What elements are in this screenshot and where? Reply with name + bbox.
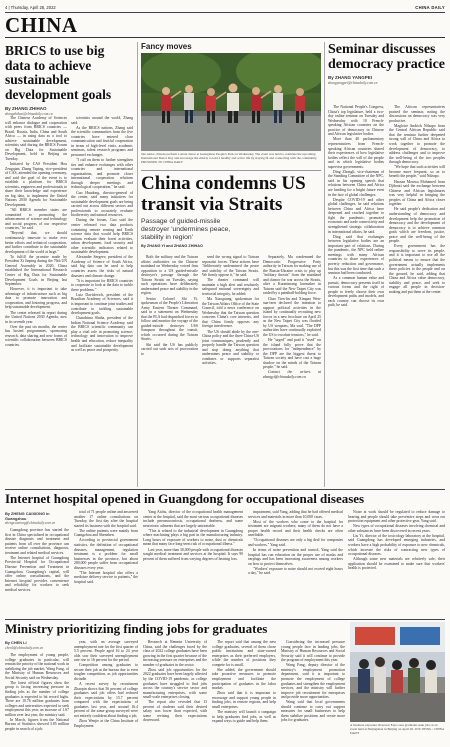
hospital-headline: Internet hospital opened in Guangdong for occupational diseases [5, 491, 365, 506]
job-fair-credit: ZOU HONG / CHINA DAILY [350, 727, 444, 735]
taiwan-headline: China condemns US transit via Straits [141, 173, 306, 215]
seminar-article [328, 42, 445, 487]
paragraph: "This is related to the industrial development in Guangdong where machining plays a big part in the manufacturing industry. Long hours of exposure of workers to noise, dust or chemicals mean that many face long-term risk of occupational illness." [143, 528, 243, 547]
paragraph: The National People's Congress, China's top legislature, held a two-day online seminar on Tuesday and Wednesday with 10 French-speaking African countries on the practice of democracy in Chinese and African legislative bodies. [328, 105, 384, 137]
paragraph: Although some new materials are relatively safe, their application should be examined to make sure that workers' health is protected. [348, 557, 445, 571]
paragraph: However, it is important to take advantage of infrastructure such as big data to promote innovation and cooperation, and fostering progress, and help sustainable development. [5, 287, 67, 310]
paragraph: Research at Renmin University of China, said the challenges faced by the class of 2022 college graduates have been growing in the first quarter because of the increasing pressure on enterprises and the number of graduates in the sector. [143, 640, 207, 667]
taiwan-subhead: Passage of guided-missile destroyer 'undermines peace, stability in region' [141, 218, 231, 241]
paragraph: total of 71 people online and answered another 17 online consultations on Tuesday, the first day after the hospital started its business with the hospital said. [74, 510, 138, 528]
hospital-body-col1 [5, 528, 69, 616]
paragraph: New types of occupational diseases involving chemical and other substances have been discovered in recent years. [348, 524, 445, 533]
hospital-body-col4 [248, 510, 343, 616]
paragraph: send the wrong signal to Taiwan separatist forces. These actions have "deliberately undermined the peace and stability of the Taiwan Straits. We firmly oppose it," he said. [202, 255, 259, 278]
seminar-body-col1 [328, 105, 384, 487]
paragraph: Senior Colonel Shi Yi, spokesman of the People's Liberation Army Eastern Theater Command, said in a statement on Wednesday that the PLA had dispatched forces to follow and monitor the voyage of the guided-missile destroyer USS Sampson throughout the transit, which occurred during the Taiwan Straits. [141, 296, 198, 342]
paragraph: The report also revealed that 13 percent of students said their desired salary was lower than expected, with some revising their expectations downward. [143, 700, 207, 723]
folio-right: CHINA DAILY [415, 5, 445, 10]
divider [5, 489, 445, 490]
paragraph: As a common human value and pursuit, democracy presents itself in various forms and the right of people to freely choose their own development paths and models, and each country can choose its own path, he said. [328, 276, 384, 308]
hospital-email: zhengcaixiong@chinadaily.com.cn [5, 521, 56, 525]
brics-email: zhangzhihao@chinadaily.com.cn [5, 112, 53, 116]
divider [5, 619, 445, 620]
brics-body-col2 [71, 116, 133, 486]
photo-caption-text: Ten senior citizens perform a street dance at Guangzhou People's Park on Wednesday. The event was held to celebrate the upcoming International Dance Day and encourage the elderly to lead a healthy and active life by staying fit and connecting with the community. [141, 152, 318, 160]
seminar-byline: By ZHANG YANGPEI [328, 75, 373, 80]
hospital-article [5, 492, 445, 617]
jobs-body-col3 [143, 640, 207, 745]
taiwan-article [141, 173, 321, 487]
paragraph: He "urged" and paid it "used" on the island fully prove that the provocations for "independence" by the DPP are the biggest threat to Taiwan society and have cast a huge shadow on the minds of the Taiwan people," he said. [263, 338, 321, 370]
jobs-body-col5 [281, 640, 345, 745]
paragraph: During the forum, Guo said the center released two data products containing remote sensing and Earth science data that would help BRICS nations evaluate their forest activities, urban development, food security and other scientific indicators related to sustainable development. [71, 218, 133, 255]
job-fair-photo [350, 622, 445, 722]
paragraph: "Occupational diseases are only a big deal for companies and workers," Yang said. [248, 538, 343, 548]
paragraph: A recent survey by recruitment Zhaopin shows that 56 percent of college graduates said job offers had reduced their expectations by 15.7 percent compared with the expectations of graduates last year, and around 16.4 percent of the same group surveyed were not entirely confident about finding a job. [74, 682, 138, 718]
paragraph: Most of the workers who come to the hospital for treatment are migrant workers; many of them do not have a proper health record and their health checks are often unreliable. [248, 519, 343, 538]
paragraph: Wang said that local governments should continue to carry out support measures for small businesses to help them stabilize positions and create more jobs for graduates. [281, 700, 345, 723]
photo-credit: PROVIDED TO CHINA DAILY [141, 160, 183, 164]
paragraph: To fulfill the promise made by President Xi Jinping during the 76th UN General Assembly in 2020, China established the International Research Center of Big Data for Sustainable Development Goals in Beijing last September. [5, 254, 67, 287]
paragraph: Ma Xiaoguang, spokesman for the Taiwan Affairs Office of the State Council, told a news conference on Wednesday that the Taiwan question concerns China's core interests, and that China firmly opposes any foreign interference. [202, 297, 259, 329]
paragraph: Guo Huadong, director-general of the center, said many initiatives for sustainable development goals are being carried out across different sectors and professionals to accurately evaluate biodiversity and natural resources. [71, 190, 133, 218]
seminar-email: zhangyangpei@chinadaily.com.cn [328, 81, 378, 85]
paragraph: The ministry will launch a campaign to help graduates find jobs, as well as expand ways to guide and help them. [212, 709, 276, 724]
folio-left: 4 | Thursday, April 28, 2022 [5, 5, 56, 10]
jobs-article [5, 622, 445, 745]
paragraph: "Workers' exposure to noise should not exceed eight hours a day," he said. [248, 566, 343, 576]
paragraph: Chao Tien-lin and Ximpao Wen-sun-tzen declared the intention to support political activities in the island by continually recruiting new forces in a new brochure on April 25 as the New Taipei City was flooded by US weapons, Ma said. "The DPP authorities have continually exploited the US to escalate tensions," he said. [263, 296, 321, 337]
section-rule [5, 37, 445, 38]
paragraph: Guangdong province has started the first in China specialized in occupational disease diagnosis and treatment and patients from all over the province can receive online consultations, diagnosis, treatment and related medical services. [5, 528, 69, 555]
paragraph: impairment, said Yang, adding that he had offered medical services and materials in more than 10,000 cases. [248, 510, 343, 519]
taiwan-body-col2 [202, 255, 259, 487]
column-divider [137, 42, 138, 487]
paragraph: Wang Fang, deputy director of the ministry's employment promotion department, said it is important to promote the employment of college graduates and strengthen the employment services, and the ministry will further improve job recruitment for enterprises and provide more opportunities. [281, 663, 345, 700]
paragraph: Luiz Davidovich, president of the Brazilian Academy of Sciences, said it is important to continue joint studies and contribute to tackling sustainable development goals. [71, 292, 133, 316]
paragraph: Yang Aichu, director of the occupational health management center at the hospital, said the most serious occupational diseases include pneumoconiosis, occupational deafness, and some neurotoxic ailments that are largely untreatable. [143, 510, 243, 528]
paragraph: In March, figures from the National Bureau of Statistics showed 3.85 million people in search of a job. [5, 717, 69, 731]
jobs-body-col2 [74, 640, 138, 745]
paragraph: Separately, Ma condemned the Democratic Progressive Party authority in Taiwan for making use of the Russia-Ukraine crisis to play up "military threats" from the mainland and clamor for war across the Straits, after a Kuomintang lawmaker in Taiwan said the New Taipei City was raided by a paintball-holding force. [263, 255, 321, 296]
paragraph: Noise at work should be regulated to reduce damage to hearing and people should take preventive steps and wear ear protection equipment and other protective gear, Yang said. [348, 510, 445, 524]
jobs-byline: By CHEN LI [5, 640, 27, 645]
paragraph: Both the military and the Taiwan affairs authorities on the Chinese mainland on Wednesday voiced firm opposition to a US guided-missile destroyer's passage through the Taiwan Straits on Tuesday, saying such operations have deliberately undermined peace and stability in the region. [141, 255, 198, 296]
taiwan-byline: By ZHANG YI and ZHANG ZHIHAO [141, 244, 203, 248]
paragraph: The Internet hospital of Guangdong Provincial Hospital for Occupational Disease Prevention and Treatment in Guangzhou, Guangdong's capital, will offer online consultations, and the Internet hospital provides convenience and reliability for workers to seek medical services. [5, 555, 69, 592]
paragraph: Ding said that exchanges between legislative bodies are an important part of relations. During the pandemic, the NPC held online meetings with many African countries to share experiences of poverty reduction and governance, but this was the first time that such a seminar had been conducted. [328, 234, 384, 276]
paragraph: "We hope that such activities will become more frequent, so as to benefit the people," said Ndzapo. [389, 165, 445, 179]
taiwan-body-col3 [263, 255, 321, 487]
paragraph: Competition among graduates to secure their job at the bureau due to even tougher competition, as job opportunities dwindle. [74, 663, 138, 681]
paragraph: "All BRICS member states are committed to promoting the advancement of science and technology and social progress of our respective countries," he said. [5, 208, 67, 231]
hospital-byline: By ZHENG CAIXIONG in Guangzhou [5, 511, 50, 521]
paragraph: Shi said the US has publicly carried out such acts of provocation to [141, 342, 198, 356]
jobs-email: chenli@chinadaily.com.cn [5, 646, 44, 650]
paragraph: Zhou said that it is important to encourage and support young people in finding jobs, in remote regions, and help small enterprises. [212, 691, 276, 709]
photo-block [141, 42, 321, 168]
column-divider [324, 42, 325, 487]
paragraph: The theater command will maintain a high alert and resolutely safeguard national sovereignty and territorial integrity, he added. [202, 278, 259, 296]
paragraph: The report said that among the new college graduates, several of them chose public institutions and state-owned enterprises as their preferred employers, while the number of positions they compete for is small. [212, 640, 276, 667]
paragraph: "I call on them to further strengthen ties and enhance exchanges with other countries and international organizations, and promote closer international cooperation relations through deeper meetings and technological cooperation," he said. [71, 158, 133, 190]
paragraph: The latest official figures show the group is facing increasing pressure in finding jobs as the number of college graduates is expected to hit record highs. There are 10.76 million graduates from colleges and universities expected to seek employment this year, an increase of 1.67 million over last year, the ministry said. [5, 680, 69, 717]
paragraph: "The Internet hospital also offers a medicine delivery service to patients," the hospital said. [74, 570, 138, 584]
paragraph: The center released its report during the United Nations 2030 Agenda, now in its seventh year. [5, 310, 67, 324]
hospital-body-col5 [348, 510, 445, 616]
brics-byline: By ZHANG ZHIHAO [5, 106, 47, 111]
paragraph: Liu Yi, director of the toxicology laboratory at the hospital, said Guangdong has developed emerging industries, and workers have a high probability of exposure to new chemicals, which increase the risks of contracting new types of occupational diseases. [348, 533, 445, 557]
street-dance-photo [141, 53, 321, 151]
paragraph: As the BRICS nations, Zhang said the scientific communities from the five countries have entered close communication and fruitful cooperation in terms of high-level visits, academic seminars, talent research programs and personnel exchanges. [71, 125, 133, 157]
brics-body-col1 [5, 116, 67, 486]
paragraph: The employment of young people, college graduates in particular, will remain the priority of the national work in stabilizing the job market, Wang Fang, of the Ministry of Human Resources and Social Security said on Wednesday. [5, 653, 69, 680]
seminar-body-col2 [389, 105, 445, 487]
paragraph: year, with an average surveyed unemployment rate for the first quarter of 5.5 percent. People aged 16 to 24 year olds saw their surveyed unemployment rate rise to 16 percent for the period. [74, 640, 138, 663]
paragraph: Zhou Wenjie at the China Institute of Employment [74, 719, 138, 728]
paragraph: "It is important for BRICS countries to cooperate to look at the data to tackle these problems." [71, 278, 133, 292]
brics-headline: BRICS to use big data to achieve sustainable development goals [5, 43, 112, 102]
photo-caption [141, 152, 321, 168]
section-title: CHINA [5, 13, 78, 37]
paragraph: "Beyond that, we should continuously innovate to make ever better efforts and technical cooperation, and further contribute to the sustainable development of the world at large." [5, 231, 67, 254]
job-fair-caption-text: A business exposure Overseas Expo sees graduates seek jobs at an event held at Shijingshan in Beijing on April 26. [350, 723, 438, 731]
paragraph: More than 40 parliamentary representatives from French-speaking African countries shared their experiences of how legislative bodies reflect the will of the people and in which legislative bodies supervise governments. [328, 137, 384, 169]
paragraph: Zhou said job opportunities for the 2022 graduates have been largely affected by the COVID-19 pandemic, as college graduates have struggled to find jobs across the country's service sector and manufacturing enterprises, with some small-scale enterprises closing. [143, 667, 207, 700]
paragraph: Initiated by CAS President Hou Zengqian, Zhang Yaping, vice-president of CAS, attended the opening ceremony, and said the goal of the event is to establish a platform for BRICS scientists, engineers and professionals to share their knowledge and experience on big data, to implement the United Nations 2030 Agenda for Sustainable Development. [5, 162, 67, 207]
taiwan-body-col1 [141, 255, 198, 487]
paragraph: Chandrima Shaha, president of the Indian National Science Academy, said the BRICS scientific community can play a vital role in promoting science, technology and innovation to improve health and education, reduce inequality and facilitate sustainable development as well as peace and prosperity. [71, 316, 133, 353]
job-fair-caption [350, 723, 445, 745]
paragraph: The online patients were mainly from Guangzhou and Shenzhen. [74, 528, 138, 538]
paragraph: She added, the government should take proactive measures to promote employment and facilitate the participation of graduates in the labor market. [212, 667, 276, 691]
seminar-headline: Seminar discusses democracy practice [328, 42, 445, 72]
page-folio [5, 4, 445, 12]
hospital-body-col3 [143, 510, 243, 616]
paragraph: He said people's dedication and understanding of democracy and development help the promotion of democracy and the development of democracy is to achieve common goals which are freedom, justice, peace and the well-being of the people. [389, 207, 445, 244]
paragraph: The African representatives praised the seminar, noting the discussions on democracy was very productive. [389, 105, 445, 123]
paragraph: Last year, more than 30,000 people with occupational diseases sought medical treatment and services at the hospital. It says 90 percent of them suffered from varying degrees of hearing loss. [143, 547, 243, 561]
hospital-body-col2 [74, 510, 138, 616]
paragraph: According to provincial government statistics, the definition of occupational diseases, management, regulation treatment is a problem for small businesses in the province, but about 280,000 people suffer from occupational diseases every year. [74, 538, 138, 570]
paragraph: Every government has the responsibility to serve its people, and it is important to use all the political means to ensure that the government actually implements these policies to the people and on the ground, he said, adding that China and Africa value democracy, stability and peace, and seek to engage all people in decision-making and put them at the center. [389, 244, 445, 294]
paragraph: The Chinese Academy of Sciences will enhance dialogue and cooperation with peers from BRICS countries — Brazil, Russia, India, China and South Africa — in using data as a tool to achieve sustainable development, scientists said during the BRICS Forum on Big Data for Sustainable Development, held in Beijing on Tuesday. [5, 116, 67, 161]
paragraph: Hassan Moussa Mohamed from Djibouti said the exchange between Chinese and African legislatures was very helpful in bringing the peoples of China and Africa closer together. [389, 179, 445, 207]
paragraph: Considering the increased pressure young people face in landing jobs, the Ministry of Human Resources and Social Security said it will continue to provide the program of employment this year. [281, 640, 345, 663]
paragraph: Over the past six months, the center has hosted programmes, sponsoring research, data sharing and new forms of scientific collaboration between BRICS countries. [5, 324, 67, 347]
paragraph: In terms of noise prevention and control, Yang said the hospital has run education on the proper use of masks and earplugs and has been increasing awareness among workers on how to protect themselves. [248, 548, 343, 566]
paragraph: Alexander Sergeev, president of the Academy of Science of South Africa, said big data can be used to help countries assess the risks of natural disasters and climate change. [71, 255, 133, 278]
jobs-body-col4 [212, 640, 276, 745]
paragraph: The US should abide by the one-China policy and the three China-US joint communiques, prudently and properly handle the Taiwan question and stop doing anything that undermines peace and stability or condones or supports separatist activities. [202, 329, 259, 366]
brics-article [5, 44, 133, 487]
paragraph: Contact the writers at zhangyi@chinadaily.com.cn [263, 370, 321, 379]
paragraph: Magloire Andrick Ndzapo from the Central African Republic said that the seminar further deepened strong will of China and Africa to work together to promote the development of democracy, to address challenges and to improve the well-being of the two peoples through democracy. [389, 123, 445, 165]
jobs-headline: Ministry prioritizing finding jobs for graduates [5, 621, 268, 636]
paragraph: Despite COVID-19 and other global challenges, he said relations between China and Africa have deepened and reached together to fight the pandemic, promoted economic and trade connectivity and strengthened strategic collaboration in international affairs, he said. [328, 197, 384, 234]
jobs-body-col1 [5, 653, 69, 745]
paragraph: Ding Zhongli, vice-chairman of the Standing Committee of the NPC, said in his opening speech that relations between China and Africa are heading for a bright future even in the face of global challenges. [328, 169, 384, 197]
photo-label: Fancy moves [141, 42, 192, 51]
paragraph: scientists around the world, Zhang said. [71, 116, 133, 125]
